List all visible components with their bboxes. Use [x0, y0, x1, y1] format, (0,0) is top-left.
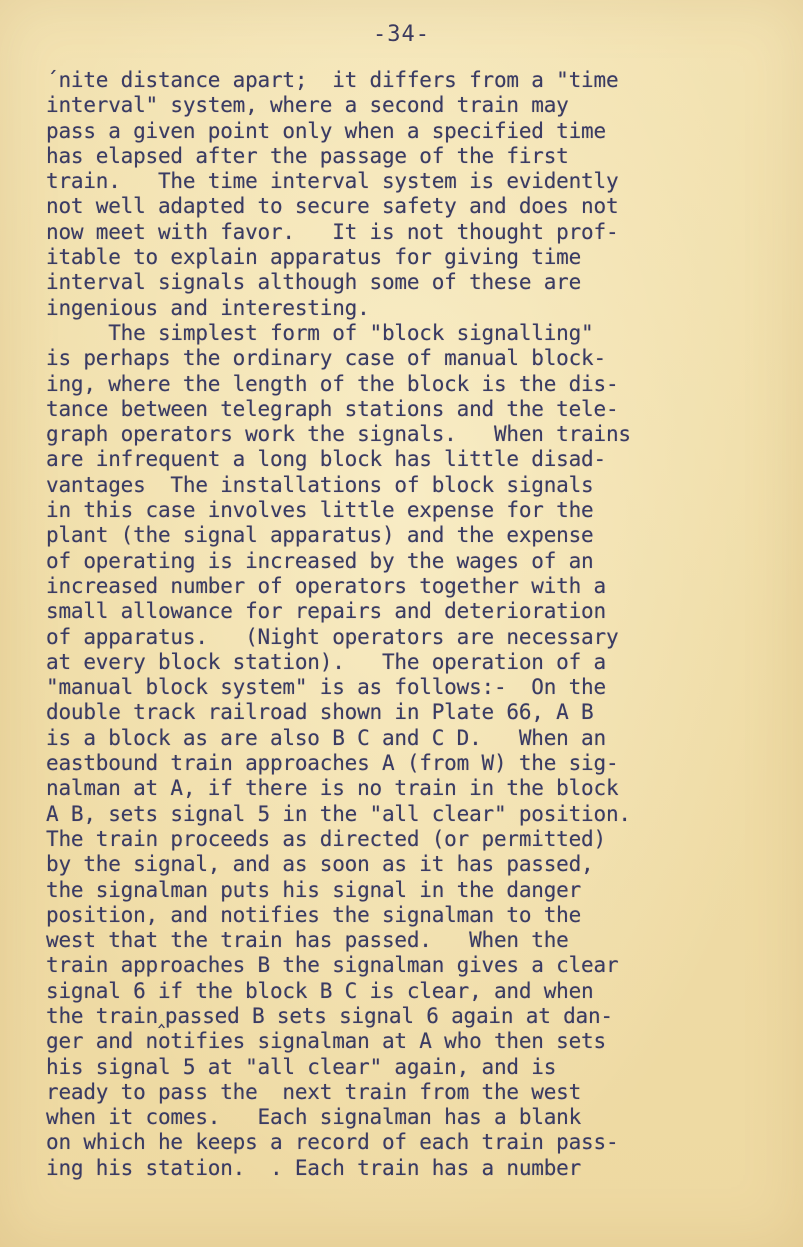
- text-line: in this case involves little expense for the: [46, 498, 594, 523]
- text-line: on which he keeps a record of each train pass-: [46, 1130, 619, 1155]
- text-line: ingenious and interesting.: [46, 295, 370, 320]
- text-line: the train‸passed B sets signal 6 again at dan-: [46, 1003, 613, 1028]
- text-line: ´nite distance apart; it differs from a "time: [46, 68, 619, 92]
- text-line: plant (the signal apparatus) and the expense: [46, 523, 594, 548]
- text-line: train approaches B the signalman gives a clear: [46, 953, 619, 978]
- text-line: at every block station). The operation of a: [46, 649, 606, 674]
- text-line: nalman at A, if there is no train in the block: [46, 776, 619, 801]
- text-line: The simplest form of "block signalling": [46, 320, 594, 345]
- text-line: interval signals although some of these are: [46, 270, 582, 295]
- text-line: interval" system, where a second train may: [46, 93, 569, 118]
- text-line: are infrequent a long block has little disad-: [46, 447, 606, 472]
- text-line: of apparatus. (Night operators are necessary: [46, 624, 619, 649]
- text-line: ger and notifies signalman at A who then sets: [46, 1029, 606, 1054]
- text-line: when it comes. Each signalman has a blank: [46, 1105, 582, 1130]
- text-line: the signalman puts his signal in the danger: [46, 877, 582, 902]
- text-line: of operating is increased by the wages of an: [46, 548, 594, 573]
- text-body: [46, 68, 786, 1181]
- text-line: eastbound train approaches A (from W) the sig-: [46, 751, 619, 776]
- text-line: vantages The installations of block signals: [46, 472, 594, 497]
- text-line: The train proceeds as directed (or permitted): [46, 826, 606, 851]
- text-line: his signal 5 at "all clear" again, and is: [46, 1054, 557, 1079]
- text-line: graph operators work the signals. When trains: [46, 422, 631, 447]
- text-line: west that the train has passed. When the: [46, 928, 569, 953]
- text-line: is perhaps the ordinary case of manual block-: [46, 346, 606, 371]
- text-line: increased number of operators together with a: [46, 573, 606, 598]
- text-line: small allowance for repairs and deterioration: [46, 599, 606, 624]
- text-line: ing his station. . Each train has a number: [46, 1155, 582, 1180]
- text-line: now meet with favor. It is not thought prof-: [46, 219, 619, 244]
- text-line: ing, where the length of the block is the dis-: [46, 371, 619, 396]
- text-line: tance between telegraph stations and the tele-: [46, 396, 619, 421]
- text-line: itable to explain apparatus for giving time: [46, 245, 582, 270]
- text-line: is a block as are also B C and C D. When an: [46, 725, 606, 750]
- text-line: A B, sets signal 5 in the "all clear" position.: [46, 801, 631, 826]
- text-line: double track railroad shown in Plate 66, A B: [46, 700, 594, 725]
- text-line: has elapsed after the passage of the first: [46, 143, 569, 168]
- page-number: -34-: [373, 22, 430, 47]
- text-line: "manual block system" is as follows:- On the: [46, 675, 606, 700]
- text-line: signal 6 if the block B C is clear, and when: [46, 978, 594, 1003]
- text-line: not well adapted to secure safety and does not: [46, 194, 619, 219]
- text-line: ready to pass the next train from the west: [46, 1079, 582, 1104]
- text-line: position, and notifies the signalman to the: [46, 902, 582, 927]
- text-line: train. The time interval system is evidently: [46, 169, 619, 194]
- text-line: pass a given point only when a specified time: [46, 118, 606, 143]
- text-line: by the signal, and as soon as it has passed,: [46, 852, 594, 877]
